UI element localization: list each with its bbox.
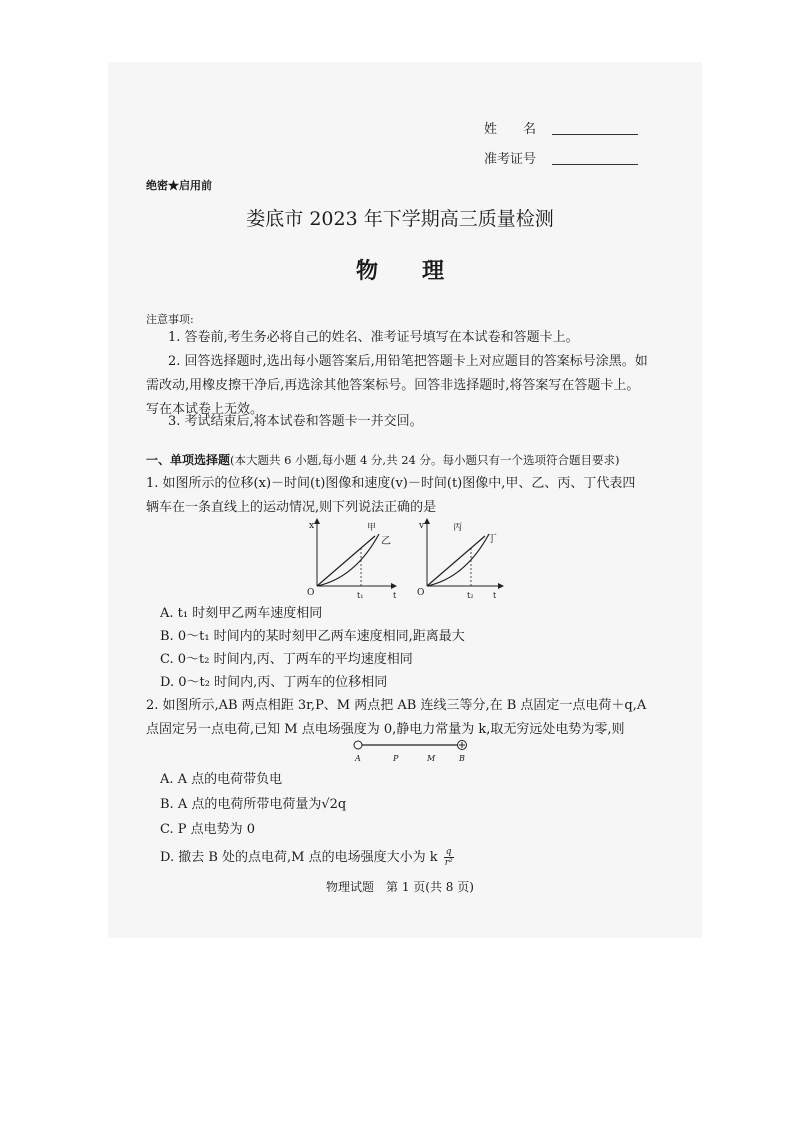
notice-item-2: 2. 回答选择题时,选出每小题答案后,用铅笔把答题卡上对应题目的答案标号涂黑。如需改动,用橡皮擦干净后,再选涂其他答案标号。回答非选择题时,将答案写在答题卡上。写在本试卷上无效。: [146, 354, 648, 417]
section-desc: (本大题共 6 小题,每小题 4 分,共 24 分。每小题只有一个选项符合题目要求): [230, 453, 620, 467]
xt-taxis-label: t: [393, 591, 397, 600]
q2-option-d: [160, 846, 454, 868]
q1-option-a: A. t₁ 时刻甲乙两车速度相同: [160, 606, 323, 621]
notice-item-1: 1. 答卷前,考生务必将自己的姓名、准考证号填写在本试卷和答题卡上。: [168, 330, 579, 345]
curve-bing-line: [427, 536, 485, 586]
point-a-charge: [354, 741, 362, 749]
q2-fraction-den: r²: [444, 858, 453, 868]
point-m-label: M: [427, 754, 436, 763]
q1-stem: 1. 如图所示的位移(x)－时间(t)图像和速度(v)－时间(t)图像中,甲、乙、丙、丁代表四辆车在一条直线上的运动情况,则下列说法正确的是: [146, 476, 636, 515]
q2-option-c: C. P 点电势为 0: [160, 822, 256, 837]
vt-curve-bing-label: 丙: [453, 523, 463, 533]
xt-origin-label: O: [307, 588, 315, 598]
section-title: 一、单项选择题: [146, 453, 231, 467]
q2-option-a: A. A 点的电荷带负电: [160, 772, 283, 787]
q2-fraction-num: q: [445, 847, 452, 857]
section-heading: [146, 451, 620, 468]
vt-origin-label: O: [417, 588, 425, 598]
page-footer: 物理试题 第 1 页(共 8 页): [326, 880, 474, 894]
secret-label: 绝密★启用前: [146, 179, 212, 192]
name-label: 姓 名: [484, 122, 537, 137]
q2-fraction: [444, 847, 454, 868]
subject-title: 物 理: [355, 258, 444, 284]
xt-curve-yi-label: 乙: [381, 536, 391, 547]
id-blank-line: [552, 164, 638, 165]
curve-jia-line: [317, 536, 375, 586]
point-b-label: B: [459, 754, 465, 763]
notice-heading: 注意事项:: [146, 313, 194, 326]
point-a-label: A: [355, 754, 361, 763]
q2-option-d-text: D. 撤去 B 处的点电荷,M 点的电场强度大小为 k: [160, 850, 438, 865]
name-blank-line: [552, 134, 638, 135]
xt-graph: [307, 518, 397, 600]
q2-option-b: B. A 点的电荷所带电荷量为√2q: [160, 797, 347, 812]
vt-graph: [417, 518, 504, 600]
q2-figure: [350, 736, 470, 764]
xt-yaxis-label: x: [309, 521, 315, 531]
exam-title: 娄底市 2023 年下学期高三质量检测: [246, 208, 554, 230]
point-p-label: P: [393, 754, 399, 763]
id-label: 准考证号: [484, 152, 537, 167]
q2-stem: 2. 如图所示,AB 两点相距 3r,P、M 两点把 AB 连线三等分,在 B 点固定一点电荷＋q,A 点固定另一点电荷,已知 M 点电场强度为 0,静电力常量为 k,取无穷远处电势为零,则: [146, 698, 647, 737]
xt-t1-label: t₁: [357, 591, 364, 600]
vt-t2-label: t₂: [467, 591, 474, 600]
notice-item-3: 3. 考试结束后,将本试卷和答题卡一并交回。: [168, 414, 423, 429]
q1-figure: [305, 516, 505, 602]
vt-curve-ding-label: 丁: [487, 534, 497, 545]
q1-option-c: C. 0～t₂ 时间内,丙、丁两车的平均速度相同: [160, 652, 413, 667]
xt-curve-jia-label: 甲: [367, 523, 377, 533]
q1-option-d: D. 0～t₂ 时间内,丙、丁两车的位移相同: [160, 675, 388, 690]
q1-option-b: B. 0～t₁ 时间内的某时刻甲乙两车速度相同,距离最大: [160, 629, 465, 644]
vt-yaxis-label: v: [419, 521, 425, 531]
vt-taxis-label: t: [493, 591, 497, 600]
